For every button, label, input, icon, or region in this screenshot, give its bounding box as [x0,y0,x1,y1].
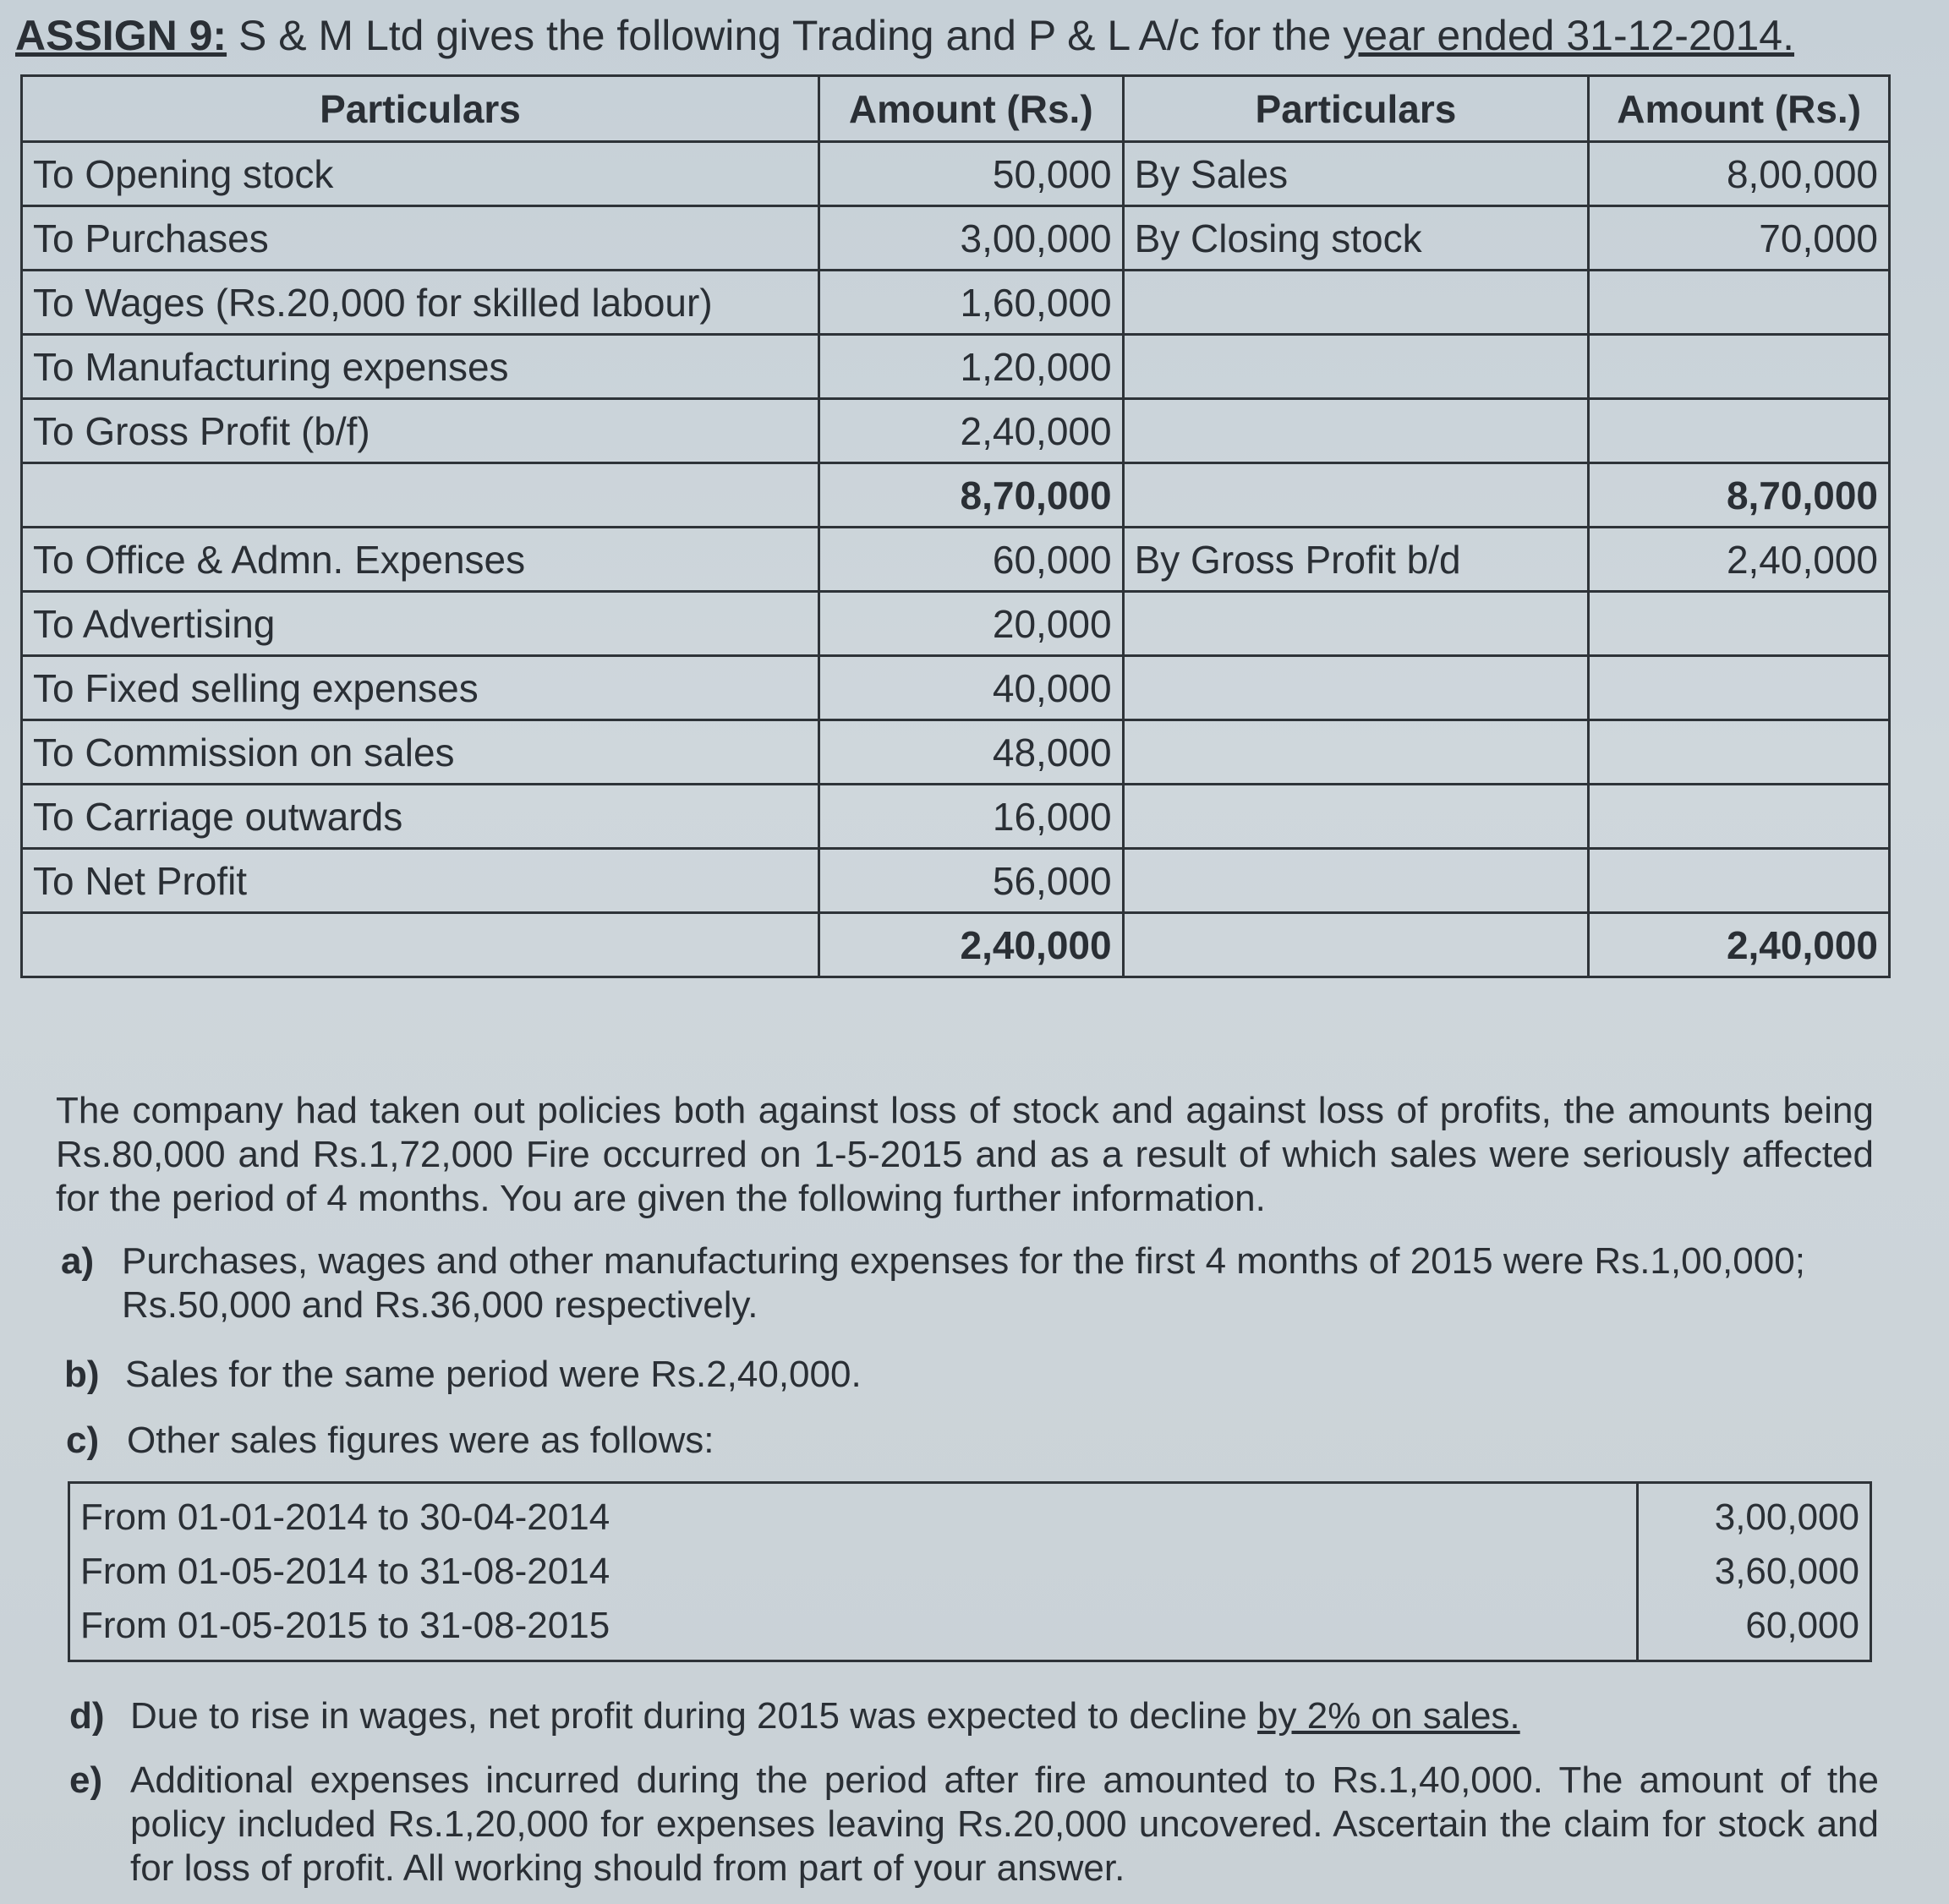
debit-amount: 3,00,000 [818,206,1123,271]
sales-periods-cell [69,1483,1638,1661]
item-label: b) [64,1354,100,1395]
item-text: Purchases, wages and other manufacturing expenses for the first 4 months of 2015 were Rs.1,00,000; Rs.50,000 and Rs.36,000 respectively. [122,1240,1805,1326]
debit-amount: 16,000 [818,785,1123,849]
credit-amount [1589,785,1890,849]
sales-amounts-cell [1638,1483,1871,1661]
item-label: e) [69,1759,103,1801]
credit-particular [1123,656,1589,720]
item-label: a) [61,1240,95,1282]
table-row [22,335,1890,399]
debit-particular: To Fixed selling expenses [22,656,819,720]
debit-amount: 56,000 [818,849,1123,913]
credit-amount [1589,656,1890,720]
item-text: Other sales figures were as follows: [127,1420,714,1461]
table-row [22,528,1890,592]
info-item-e [69,1759,1879,1902]
debit-amount: 1,60,000 [818,271,1123,335]
table-row [22,785,1890,849]
debit-particular: To Purchases [22,206,819,271]
sales-period: From 01-05-2015 to 31-08-2015 [80,1605,610,1646]
info-item-d [69,1694,1879,1742]
credit-particular: By Gross Profit b/d [1123,528,1589,592]
item-text [130,1694,1879,1738]
debit-amount: 48,000 [818,720,1123,785]
credit-amount [1589,271,1890,335]
debit-total: 8,70,000 [818,463,1123,528]
item-text-plain: Due to rise in wages, net profit during 2015 was expected to decline [130,1695,1258,1737]
info-item-c [66,1419,1875,1466]
credit-amount [1589,399,1890,463]
header-particulars-credit: Particulars [1123,76,1589,142]
trading-pl-account-table [20,74,1891,978]
table-header-row [22,76,1890,142]
sales-figures-table [68,1481,1872,1662]
trading-total-row [22,463,1890,528]
debit-particular [22,913,819,977]
table-row [22,206,1890,271]
table-row [22,592,1890,656]
debit-amount: 20,000 [818,592,1123,656]
credit-particular: By Sales [1123,142,1589,206]
credit-particular [1123,785,1589,849]
debit-total: 2,40,000 [818,913,1123,977]
debit-amount: 40,000 [818,656,1123,720]
heading-year: year ended 31-12-2014. [1343,12,1795,59]
debit-particular: To Manufacturing expenses [22,335,819,399]
header-amount-debit: Amount (Rs.) [818,76,1123,142]
credit-particular [1123,271,1589,335]
credit-amount: 8,00,000 [1589,142,1890,206]
credit-particular [1123,399,1589,463]
credit-amount [1589,720,1890,785]
info-item-a [61,1239,1870,1332]
credit-amount: 70,000 [1589,206,1890,271]
credit-particular [1123,913,1589,977]
table-row [22,399,1890,463]
credit-amount: 2,40,000 [1589,528,1890,592]
heading-text: S & M Ltd gives the following Trading and P & L A/c for the [227,12,1344,59]
credit-amount [1589,849,1890,913]
debit-amount: 60,000 [818,528,1123,592]
table-row [22,849,1890,913]
debit-particular: To Commission on sales [22,720,819,785]
table-row [69,1483,1871,1661]
table-row [22,142,1890,206]
table-row [22,656,1890,720]
debit-particular: To Advertising [22,592,819,656]
item-text: Additional expenses incurred during the period after fire amounted to Rs.1,40,000. The amount of the policy included Rs.1,20,000 for expenses leaving Rs.20,000 uncovered. Ascertain the claim for stock and for loss of profit. All working should from part of your answer. [130,1759,1879,1889]
credit-total: 2,40,000 [1589,913,1890,977]
item-text: Sales for the same period were Rs.2,40,000. [125,1354,862,1395]
item-label: c) [66,1420,100,1461]
credit-particular [1123,463,1589,528]
debit-amount: 1,20,000 [818,335,1123,399]
credit-particular: By Closing stock [1123,206,1589,271]
intro-paragraph: The company had taken out policies both against loss of stock and against loss of profits, the amounts being Rs.80,000 and Rs.1,72,000 Fire occurred on 1-5-2015 and as a result of which sales were seriously affected for the period of 4 months. You are given the following further information. [56,1090,1874,1219]
credit-particular [1123,335,1589,399]
table-row [22,720,1890,785]
credit-amount [1589,335,1890,399]
debit-amount: 50,000 [818,142,1123,206]
header-particulars-debit: Particulars [22,76,819,142]
item-label: d) [69,1695,105,1737]
sales-period: From 01-01-2014 to 30-04-2014 [80,1496,610,1538]
header-amount-credit: Amount (Rs.) [1589,76,1890,142]
table-row [22,271,1890,335]
sales-amount: 3,60,000 [1714,1551,1859,1592]
debit-particular: To Opening stock [22,142,819,206]
sales-amount: 60,000 [1745,1605,1859,1646]
debit-amount: 2,40,000 [818,399,1123,463]
pl-total-row [22,913,1890,977]
sales-period: From 01-05-2014 to 31-08-2014 [80,1551,610,1592]
assignment-heading [15,10,1935,61]
debit-particular: To Net Profit [22,849,819,913]
assignment-tag: ASSIGN 9: [15,12,227,59]
debit-particular: To Gross Profit (b/f) [22,399,819,463]
credit-particular [1123,849,1589,913]
credit-amount [1589,592,1890,656]
debit-particular: To Wages (Rs.20,000 for skilled labour) [22,271,819,335]
item-text-underlined: by 2% on sales. [1257,1695,1520,1737]
debit-particular: To Office & Admn. Expenses [22,528,819,592]
debit-particular: To Carriage outwards [22,785,819,849]
credit-particular [1123,720,1589,785]
info-item-b [64,1353,1874,1400]
credit-total: 8,70,000 [1589,463,1890,528]
sales-amount: 3,00,000 [1714,1496,1859,1538]
credit-particular [1123,592,1589,656]
debit-particular [22,463,819,528]
